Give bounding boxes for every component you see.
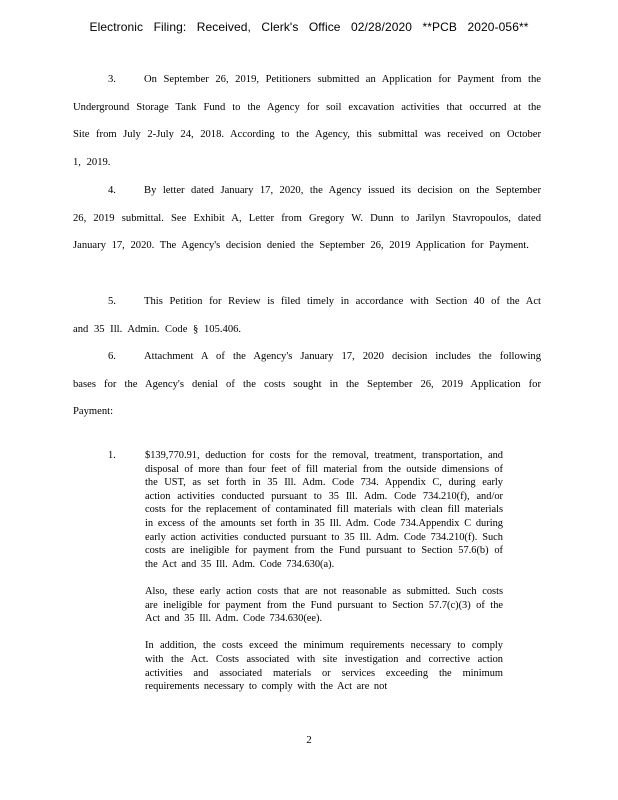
paragraph-number: 6. — [108, 351, 116, 362]
paragraph-number: 3. — [108, 74, 116, 85]
list-item — [108, 449, 538, 707]
paragraph-5 — [73, 288, 541, 343]
list-item-paragraph: $139,770.91, deduction for costs for the removal, treatment, transportation, and disposal of more than four feet of fill material from the outside dimensions of the UST, as set forth in 35 Ill. Adm. Code 734. Appendix C, during early action activities conducted pursuant to 35 Ill. Adm. Code 734.210(f), and/or costs for the replacement of contaminated fill materials with clean fill materials in excess of the amounts set forth in 35 Ill. Adm. Code 734.Appendix C during early action activities conducted pursuant to 35 Ill. Adm. Code 734.210(f). Such costs are ineligible for payment from the Fund pursuant to Section 57.6(b) of the Act and 35 Ill. Adm. Code 734.630(a). — [145, 450, 503, 570]
paragraph-4 — [73, 177, 541, 260]
paragraph-number: 5. — [108, 296, 116, 307]
paragraph-3 — [73, 66, 541, 176]
filing-header: Electronic Filing: Received, Clerk's Office 02/28/2020 **PCB 2020-056** — [89, 20, 529, 34]
list-item-number: 1. — [108, 450, 116, 461]
list-item-paragraph: Also, these early action costs that are not reasonable as submitted. Such costs are ineligible for payment from the Fund pursuant to Section 57.7(c)(3) of the Act and 35 Ill. Adm. Code 734.630(ee). — [145, 585, 503, 625]
paragraph-text: On September 26, 2019, Petitioners submitted an Application for Payment from the Underground Storage Tank Fund to the Agency for soil excavation activities that occurred at the Site from July 2-July 24, 2018. According to the Agency, this submittal was received on October 1, 2019. — [73, 74, 541, 168]
list-item-paragraph: In addition, the costs exceed the minimum requirements necessary to comply with the Act. Costs associated with site investigation and corrective action activities and associated materials or services exceeding the minimum requirements necessary to comply with the Act are not — [145, 640, 503, 693]
page-number: 2 — [306, 734, 312, 746]
paragraph-text: Attachment A of the Agency's January 17, 2020 decision includes the following bases for the Agency's denial of the costs sought in the September 26, 2019 Application for Payment: — [73, 351, 541, 418]
paragraph-text: By letter dated January 17, 2020, the Agency issued its decision on the September 26, 2019 submittal. See Exhibit A, Letter from Gregory W. Dunn to Jarilyn Stavropoulos, dated January 17, 2020. The Agency's decision denied the September 26, 2019 Application for Payment. — [73, 185, 541, 252]
paragraph-text: This Petition for Review is filed timely in accordance with Section 40 of the Act and 35 Ill. Admin. Code § 105.406. — [73, 296, 541, 335]
paragraph-6 — [73, 343, 541, 426]
paragraph-number: 4. — [108, 185, 116, 196]
